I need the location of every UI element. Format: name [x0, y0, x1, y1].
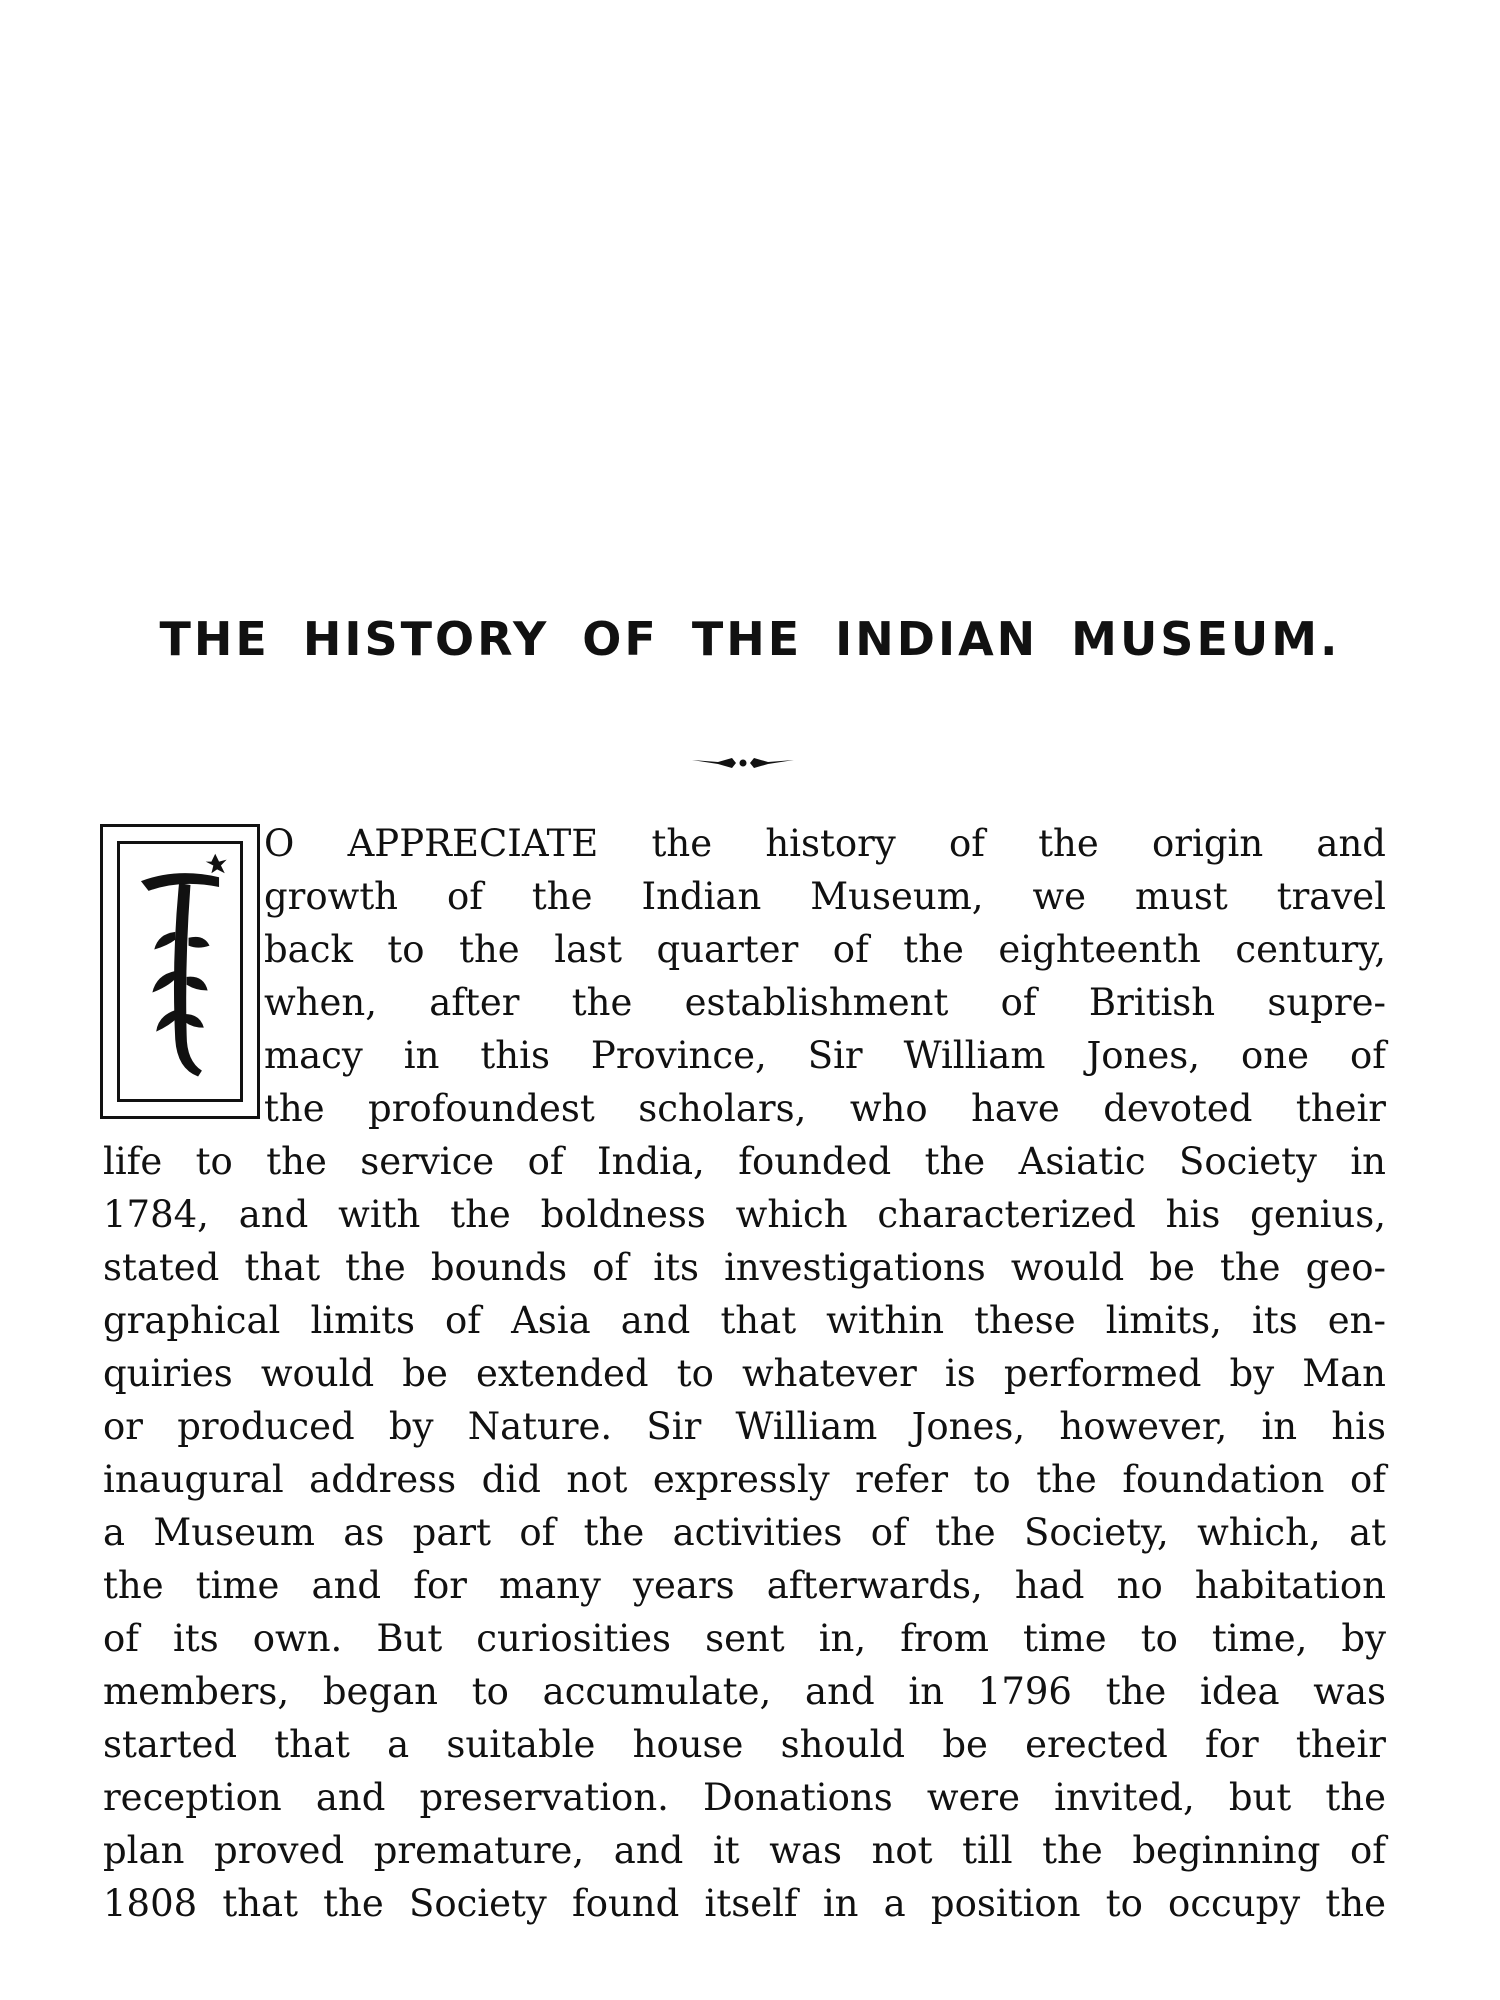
ornament-divider-icon: [688, 752, 798, 774]
page-title: THE HISTORY OF THE INDIAN MUSEUM.: [159, 612, 1341, 666]
paragraph-line: plan proved premature, and it was not till the beginning of: [103, 1829, 1386, 1872]
paragraph-line: reception and preservation. Donations were invited, but the: [103, 1776, 1386, 1819]
paragraph-line: stated that the bounds of its investigations would be the geo-: [103, 1246, 1386, 1289]
paragraph-line: the profoundest scholars, who have devoted their: [264, 1087, 1386, 1130]
paragraph-line: life to the service of India, founded the Asiatic Society in: [103, 1140, 1386, 1183]
paragraph-line: macy in this Province, Sir William Jones, one of: [264, 1034, 1386, 1077]
paragraph-line: 1784, and with the boldness which characterized his genius,: [103, 1193, 1386, 1236]
paragraph-line: 1808 that the Society found itself in a position to occupy the: [103, 1882, 1386, 1925]
paragraph-line: the time and for many years afterwards, had no habitation: [103, 1564, 1386, 1607]
paragraph-line: members, began to accumulate, and in 1796 the idea was: [103, 1670, 1386, 1713]
paragraph-line: graphical limits of Asia and that within these limits, its en-: [103, 1299, 1386, 1342]
paragraph-line: when, after the establishment of British supre-: [264, 981, 1386, 1024]
paragraph-line: or produced by Nature. Sir William Jones, however, in his: [103, 1405, 1386, 1448]
paragraph-line: inaugural address did not expressly refer to the foundation of: [103, 1458, 1386, 1501]
paragraph-line: a Museum as part of the activities of the Society, which, at: [103, 1511, 1386, 1554]
paragraph-line: growth of the Indian Museum, we must travel: [264, 875, 1386, 918]
decorated-initial-t-icon: [120, 844, 240, 1099]
paragraph-line: quiries would be extended to whatever is performed by Man: [103, 1352, 1386, 1395]
paragraph-line: back to the last quarter of the eighteenth century,: [264, 928, 1386, 971]
paragraph-line: started that a suitable house should be erected for their: [103, 1723, 1386, 1766]
paragraph-line: O APPRECIATE the history of the origin and: [264, 822, 1386, 865]
paragraph-line: of its own. But curiosities sent in, from time to time, by: [103, 1617, 1386, 1660]
drop-cap-initial: [100, 824, 260, 1119]
